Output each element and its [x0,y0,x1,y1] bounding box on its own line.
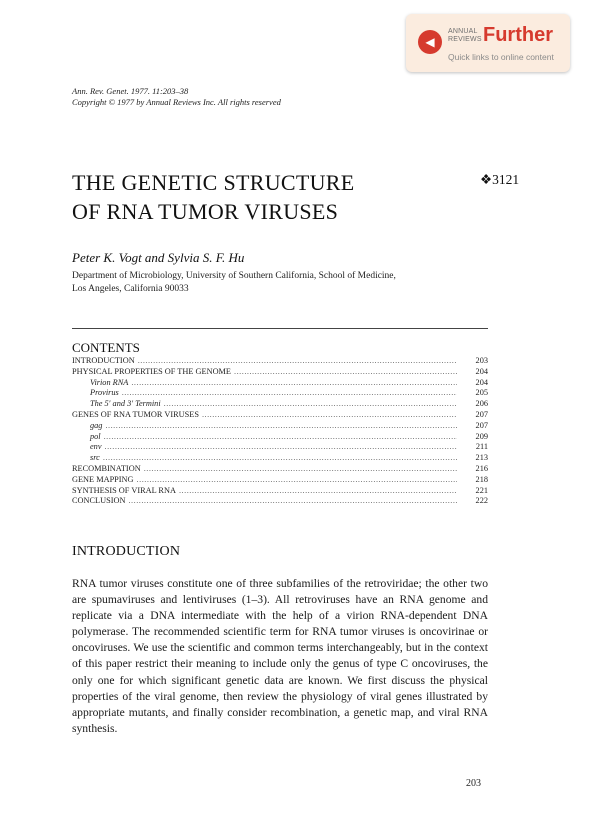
annual-reviews-further-badge[interactable] [406,14,570,72]
toc-entry-label: PHYSICAL PROPERTIES OF THE GENOME [72,366,232,376]
article-affiliation [72,270,396,296]
toc-entry-page: 207 [475,409,488,419]
toc-entry[interactable] [72,464,488,475]
toc-entry-label: env [90,442,102,452]
toc-entry-label: The 5′ and 3′ Termini [90,399,161,409]
toc-leader-dots [164,399,457,410]
toc-entry[interactable] [72,378,488,389]
badge-annual-text: ANNUAL [448,28,478,35]
toc-entry[interactable] [72,388,488,399]
toc-leader-dots [122,388,457,399]
toc-entry-label: SYNTHESIS OF VIRAL RNA [72,485,176,495]
toc-entry-page: 209 [475,431,488,441]
toc-leader-dots [202,410,457,421]
toc-entry[interactable] [72,356,488,367]
toc-entry[interactable] [72,399,488,410]
toc-entry-page: 207 [475,420,488,430]
toc-entry[interactable] [72,486,488,497]
toc-entry-label: Provirus [90,388,119,398]
arrow-left-icon: ◀ [418,30,442,54]
toc-entry-label: gag [90,420,103,430]
badge-reviews-text: REVIEWS [448,36,482,43]
toc-entry[interactable] [72,432,488,443]
toc-entry[interactable] [72,421,488,432]
toc-leader-dots [105,442,457,453]
toc-entry-page: 222 [475,496,488,506]
toc-entry-page: 213 [475,453,488,463]
toc-leader-dots [179,486,457,497]
toc-entry[interactable] [72,496,488,507]
toc-entry[interactable] [72,475,488,486]
toc-leader-dots [138,356,457,367]
toc-leader-dots [144,464,457,475]
toc-entry-page: 204 [475,377,488,387]
toc-entry-label: GENES OF RNA TUMOR VIRUSES [72,409,199,419]
toc-entry[interactable] [72,367,488,378]
article-title [72,168,432,226]
badge-annual-reviews-label [448,28,482,44]
article-authors: Peter K. Vogt and Sylvia S. F. Hu [72,250,245,265]
article-title-line-2: OF RNA TUMOR VIRUSES [72,199,339,224]
toc-leader-dots [103,453,457,464]
toc-entry-page: 216 [475,463,488,473]
toc-entry[interactable] [72,453,488,464]
section-divider [72,328,488,329]
toc-leader-dots [104,432,457,443]
toc-entry-label: pol [90,431,101,441]
toc-entry-page: 203 [475,356,488,365]
affiliation-line-1: Department of Microbiology, University of Southern California, School of Medicine, [72,271,396,281]
toc-entry-page: 206 [475,399,488,409]
toc-entry-page: 211 [475,442,488,452]
journal-citation: Ann. Rev. Genet. 1977. 11:203–38 [72,86,189,96]
toc-leader-dots [137,475,457,486]
toc-entry[interactable] [72,410,488,421]
page-number: 203 [466,778,481,789]
introduction-paragraph: RNA tumor viruses constitute one of three subfamilies of the retroviridae; the other two are spumaviruses and lentiviruses (1–3). All retroviruses have an RNA genome and replicate via a DNA intermediate with the help of a virion RNA-dependent DNA polymerase. The recommended scientific term for RNA tumor viruses is oncovirinae or oncoviruses. We use the scientific and common terms interchangeably, but in the context of this paper restrict their meaning to include only the genus of type C oncoviruses, the only one for which significant genetic data are known. We first discuss the physical properties of the viral genome, then review the physiology of viral genes illustrated by appropriate mutants, and finally consider recombination, a genetic map, and viral RNA synthesis. [72,577,488,735]
article-code: ❖3121 [480,172,520,187]
article-title-line-1: THE GENETIC STRUCTURE [72,170,355,195]
toc-entry-label: src [90,453,100,463]
toc-entry[interactable] [72,442,488,453]
toc-entry-label: Virion RNA [90,377,129,387]
journal-citation-block [72,86,281,108]
toc-leader-dots [131,378,457,389]
journal-copyright: Copyright © 1977 by Annual Reviews Inc. All rights reserved [72,97,281,107]
toc-entry-page: 221 [475,485,488,495]
affiliation-line-2: Los Angeles, California 90033 [72,284,189,294]
toc-entry-page: 205 [475,388,488,398]
toc-entry-label: CONCLUSION [72,496,126,506]
toc-leader-dots [234,367,457,378]
toc-entry-label: GENE MAPPING [72,474,134,484]
toc-entry-label: INTRODUCTION [72,356,135,365]
toc-leader-dots [105,421,457,432]
badge-subtitle: Quick links to online content [448,52,554,62]
contents-heading: CONTENTS [72,340,140,355]
table-of-contents [72,356,488,507]
toc-leader-dots [128,496,457,507]
badge-further-text: Further [483,24,553,46]
introduction-heading: INTRODUCTION [72,544,181,559]
toc-entry-page: 218 [475,474,488,484]
toc-entry-page: 204 [475,366,488,376]
toc-entry-label: RECOMBINATION [72,463,141,473]
